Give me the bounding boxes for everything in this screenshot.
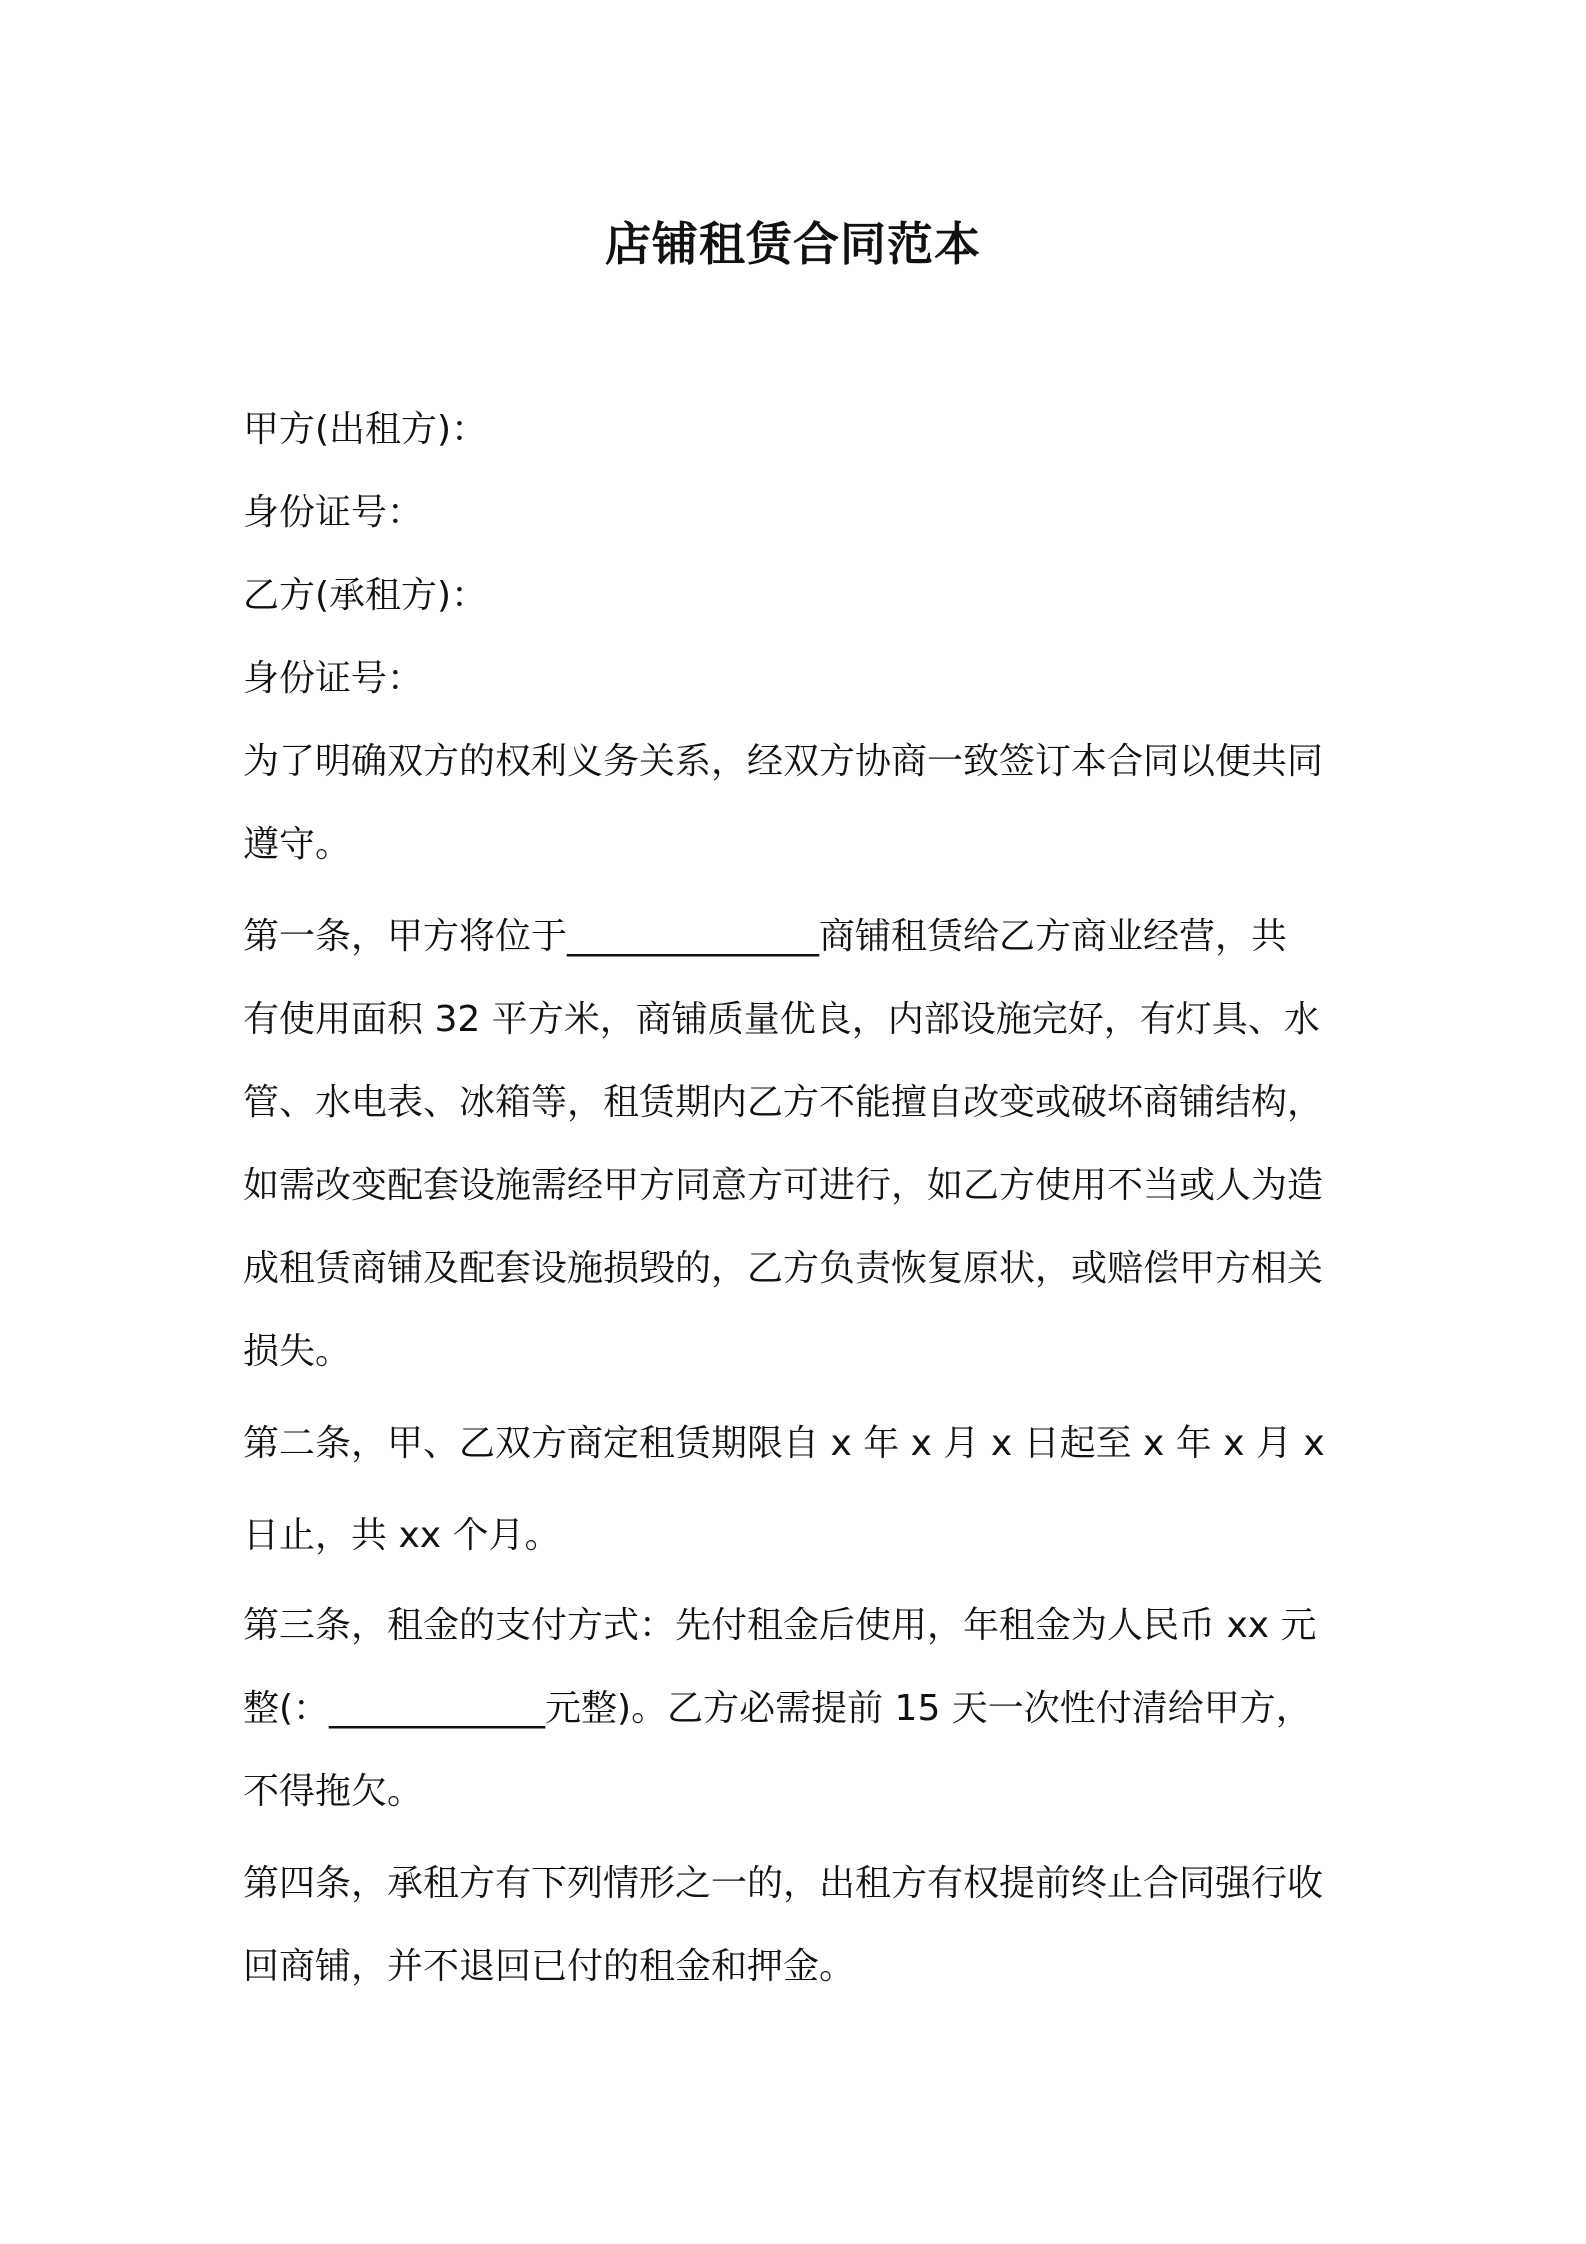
article-2-line: 日止，共 xx 个月。: [243, 1515, 561, 1556]
article-1-line: 第一条，甲方将位于______________商铺租赁给乙方商业经营，共: [243, 916, 1288, 957]
article-1-line: 有使用面积 32 平方米，商铺质量优良，内部设施完好，有灯具、水: [243, 999, 1320, 1040]
article-4-line: 回商铺，并不退回已付的租金和押金。: [243, 1946, 856, 1987]
article-3-line: 整(：____________元整)。乙方必需提前 15 天一次性付清给甲方，: [243, 1688, 1312, 1729]
party-b-id-line: 身份证号：: [243, 658, 424, 699]
preamble-line: 遵守。: [243, 824, 352, 865]
article-1-line: 管、水电表、冰箱等，租赁期内乙方不能擅自改变或破坏商铺结构，: [243, 1082, 1324, 1123]
party-b-line: 乙方(承租方)：: [243, 575, 488, 616]
article-3-line: 第三条，租金的支付方式：先付租金后使用，年租金为人民币 xx 元: [243, 1605, 1317, 1646]
article-3-line: 不得拖欠。: [243, 1771, 424, 1812]
article-1-line: 损失。: [243, 1331, 352, 1372]
preamble-line: 为了明确双方的权利义务关系，经双方协商一致签订本合同以便共同: [243, 741, 1324, 782]
document-title: 店铺租赁合同范本: [605, 217, 981, 271]
article-4-line: 第四条，承租方有下列情形之一的，出租方有权提前终止合同强行收: [243, 1863, 1324, 1904]
party-a-line: 甲方(出租方)：: [243, 409, 488, 450]
party-a-id-line: 身份证号：: [243, 492, 424, 533]
article-1-line: 如需改变配套设施需经甲方同意方可进行，如乙方使用不当或人为造: [243, 1165, 1324, 1206]
article-2-line: 第二条，甲、乙双方商定租赁期限自 x 年 x 月 x 日起至 x 年 x 月 x: [243, 1423, 1325, 1464]
article-1-line: 成租赁商铺及配套设施损毁的，乙方负责恢复原状，或赔偿甲方相关: [243, 1248, 1324, 1289]
